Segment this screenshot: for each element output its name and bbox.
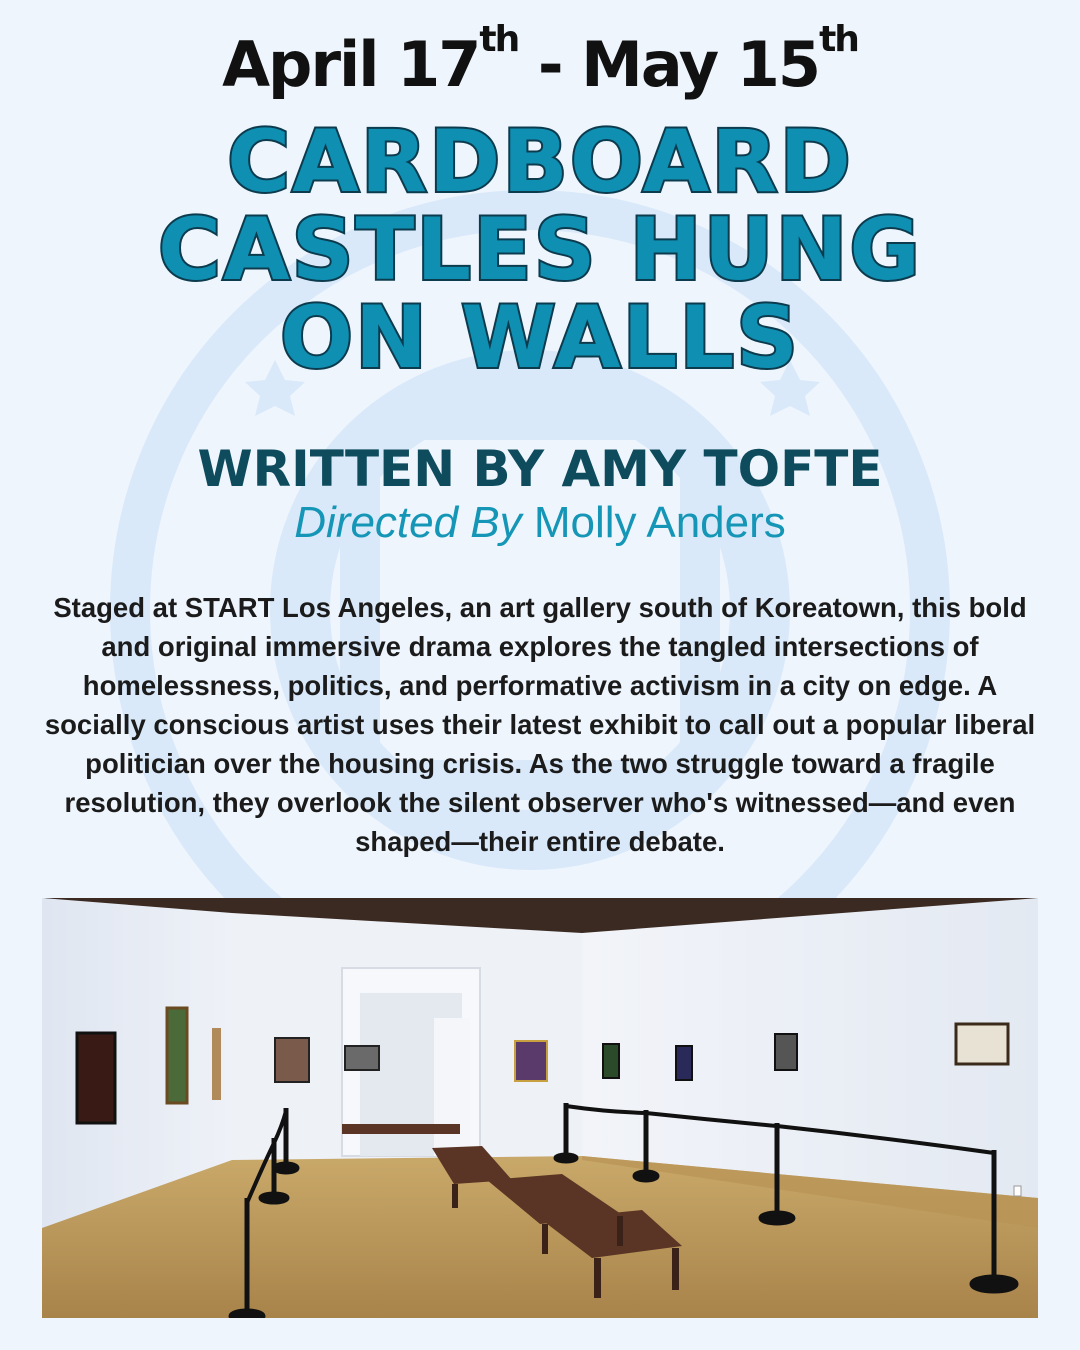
show-title <box>0 112 1080 388</box>
gallery-interior-photo <box>42 898 1038 1318</box>
title-line-3: ON WALLS <box>279 288 801 388</box>
date-separator: - <box>518 28 582 101</box>
gallery-photo-illustration <box>42 898 1038 1318</box>
director-name: Molly Anders <box>521 498 786 547</box>
directed-by-label: Directed By <box>294 498 522 547</box>
show-description: Staged at START Los Angeles, an art gallery south of Koreatown, this bold and original immersive drama explores the tangled intersections of homelessness, politics, and performative activism in a city on edge. A socially conscious artist uses their latest exhibit to call out a popular liberal politician over the housing crisis. As the two struggle toward a fragile resolution, they overlook the silent observer who's witnessed—and even shaped—their entire debate. <box>44 592 1036 857</box>
writer-credit: WRITTEN BY AMY TOFTE <box>197 440 883 498</box>
director-credit <box>0 498 1080 548</box>
title-line-1: CARDBOARD <box>227 112 853 212</box>
title-line-2: CASTLES HUNG <box>157 200 923 300</box>
end-date: May 15 <box>581 28 820 101</box>
start-date-suffix: th <box>479 19 519 60</box>
event-dates <box>0 19 1080 101</box>
end-date-suffix: th <box>819 19 858 60</box>
start-date: April 17 <box>222 28 480 101</box>
